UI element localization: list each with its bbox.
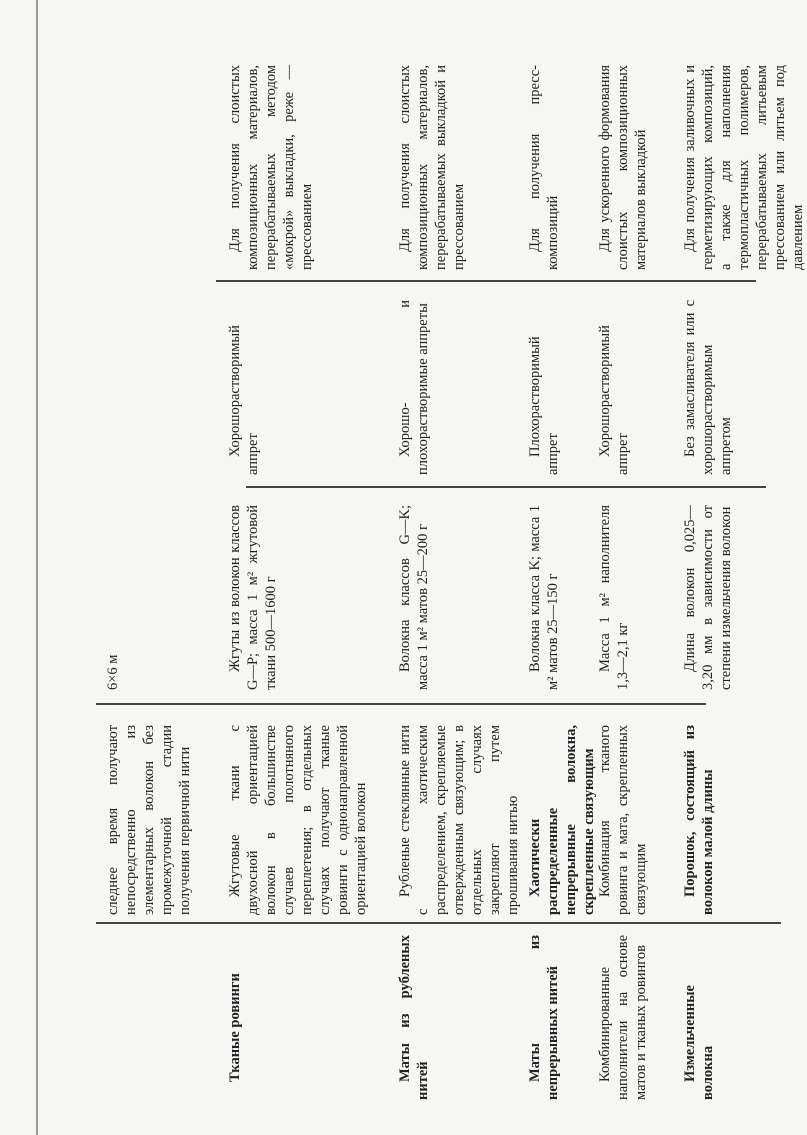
- cell-characteristics: Волокна классов G—K; масса 1 м² матов 25—200 г: [397, 505, 431, 690]
- page-edge: [36, 0, 38, 1135]
- cell-description: Комбинация тканого ровинга и мата, скрепленных связующим: [597, 725, 649, 915]
- cell-application: Для получения заливочных и герметизирующих композиций, а также для наполнения термопластичных полимеров, перерабатываемых литьевым прессованием или литьем под давлением: [682, 65, 806, 270]
- cell-application: Для получения слоистых композиционных материалов, перерабатываемых методом «мокрой» выкладки, реже — прессованием: [227, 65, 315, 270]
- cell-sizing: Плохорастворимый аппрет: [527, 336, 561, 475]
- cell-application: Для получения пресс-композиций: [527, 65, 561, 270]
- cell-characteristics: Жгуты из волокон классов G—P; масса 1 м² жгутовой ткани 500—1600 г: [227, 505, 279, 690]
- cell-sizing: Хорошорастворимый аппрет: [597, 325, 631, 475]
- cell-description: Порошок, состоящий из волокон малой длины: [682, 725, 716, 915]
- column-rule: [96, 923, 781, 925]
- column-rule: [96, 704, 706, 706]
- column-rule: [216, 281, 756, 283]
- cell-size: 6×6 м: [105, 654, 121, 690]
- column-rule: [246, 487, 766, 489]
- cell-description: Рубленые стеклянные нити с хаотическим распределением, скрепляемые отвержденным связующим; в отдельных случаях закрепляют путем прошивания нитью: [397, 725, 521, 915]
- cell-description: Жгутовые ткани с двухосной ориентацией волокон в большинстве случаев полотняного переплетения; в отдельных случаях получают тканые ровинги с однонаправленной ориентацией волокон: [227, 725, 369, 915]
- cell-characteristics: Волокна класса K; масса 1 м² матов 25—150 г: [527, 505, 561, 690]
- cell-description: Хаотически распределенные непрерывные волокна, скрепленные связующим: [527, 725, 597, 915]
- cell-name: Маты из непрерывных нитей: [527, 935, 561, 1100]
- cell-characteristics: Масса 1 м² наполнителя 1,3—2,1 кг: [597, 505, 631, 690]
- cell-name: Измельченные волокна: [682, 985, 716, 1100]
- cell-sizing: Хорошорастворимый аппрет: [227, 325, 261, 475]
- cell-sizing: Хорошо- и плохорастворимые аппреты: [397, 300, 431, 475]
- cell-characteristics: Длина волокон 0,025—3,20 мм в зависимости от степени измельчения волокон: [682, 505, 734, 690]
- cell-application: Для получения слоистых композиционных материалов, перерабатываемых выкладкой и прессованием: [397, 65, 467, 270]
- cell-sizing: Без замасливателя или с хорошорастворимым аппретом: [682, 300, 734, 475]
- cell-name: Маты из рубленых нитей: [397, 935, 431, 1100]
- cell-name: Тканые ровинги: [227, 973, 243, 1082]
- rotated-table: [96, 40, 806, 1100]
- cell-application: Для ускоренного формования слоистых композиционных материалов выкладкой: [597, 65, 649, 270]
- cell-description: следнее время получают непосредственно из элементарных волокон без промежуточной стадии получения первичной нити: [105, 725, 193, 915]
- cell-name: Комбинированные наполнители на основе матов и тканых ровингов: [597, 935, 649, 1100]
